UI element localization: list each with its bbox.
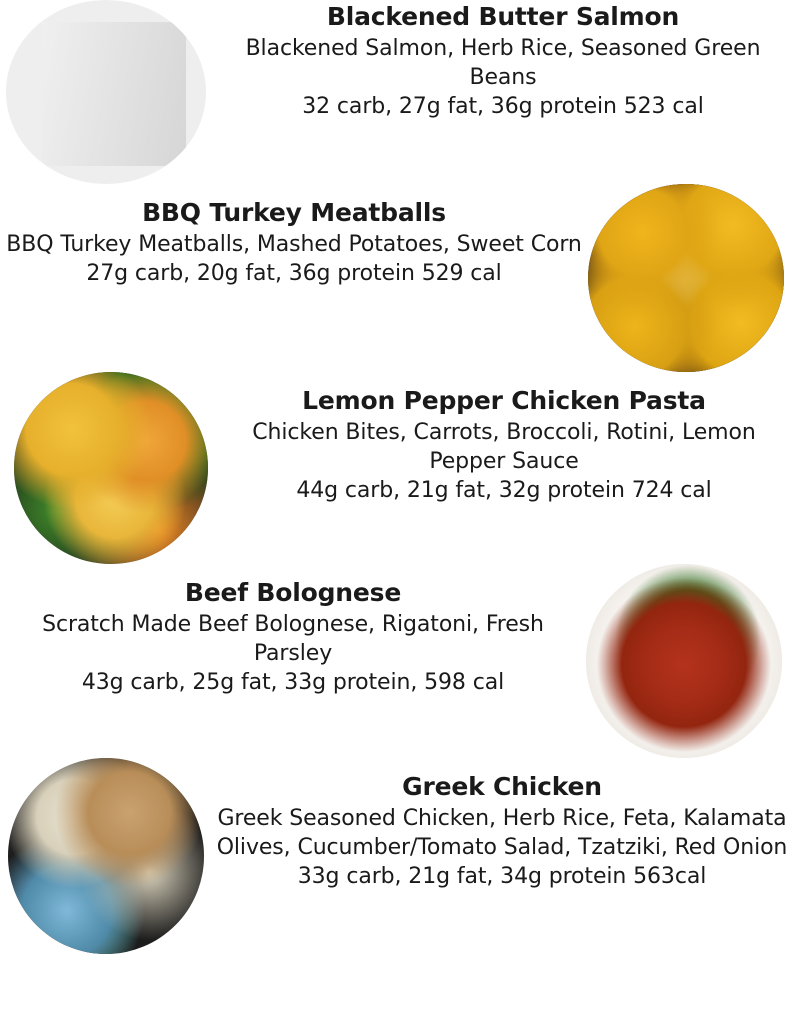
meal-text-column [208,372,800,505]
bbq-turkey-meatballs-photo [588,184,784,372]
meal-text-column [0,564,586,697]
meal-title: Greek Chicken [402,772,602,801]
meal-macros: 43g carb, 25g fat, 33g protein, 598 cal [81,669,505,695]
meal-macros: 44g carb, 21g fat, 32g protein 724 cal [296,477,712,503]
meal-item-bbq-turkey-meatballs [0,184,800,372]
greek-chicken-photo [8,758,204,954]
meal-title: Lemon Pepper Chicken Pasta [302,386,706,415]
beef-bolognese-photo [586,564,782,758]
meal-macros: 33g carb, 21g fat, 34g protein 563cal [297,863,707,889]
meal-text-column [206,0,800,121]
meal-item-blackened-butter-salmon [0,0,800,184]
meal-description: BBQ Turkey Meatballs, Mashed Potatoes, Sweet Corn [6,231,582,257]
meal-item-lemon-pepper-chicken-pasta [0,372,800,564]
meal-item-greek-chicken [0,758,800,954]
meal-description: Scratch Made Beef Bolognese, Rigatoni, Fresh Parsley [42,611,544,666]
meal-text-column [204,758,800,891]
meal-macros: 32 carb, 27g fat, 36g protein 523 cal [302,93,704,119]
lemon-pepper-chicken-pasta-photo [14,372,208,564]
meal-title: Beef Bolognese [184,578,402,607]
meal-title: BBQ Turkey Meatballs [142,198,446,227]
meal-text-column [0,184,588,288]
meal-description: Blackened Salmon, Herb Rice, Seasoned Green Beans [245,35,761,90]
blackened-butter-salmon-photo [6,0,206,184]
meal-macros: 27g carb, 20g fat, 36g protein 529 cal [86,260,502,286]
meal-description: Chicken Bites, Carrots, Broccoli, Rotini, Lemon Pepper Sauce [252,419,756,474]
meal-title: Blackened Butter Salmon [326,2,680,31]
meal-description: Greek Seasoned Chicken, Herb Rice, Feta, Kalamata Olives, Cucumber/Tomato Salad, Tzatziki, Red Onion [216,805,788,860]
meal-item-beef-bolognese [0,564,800,758]
